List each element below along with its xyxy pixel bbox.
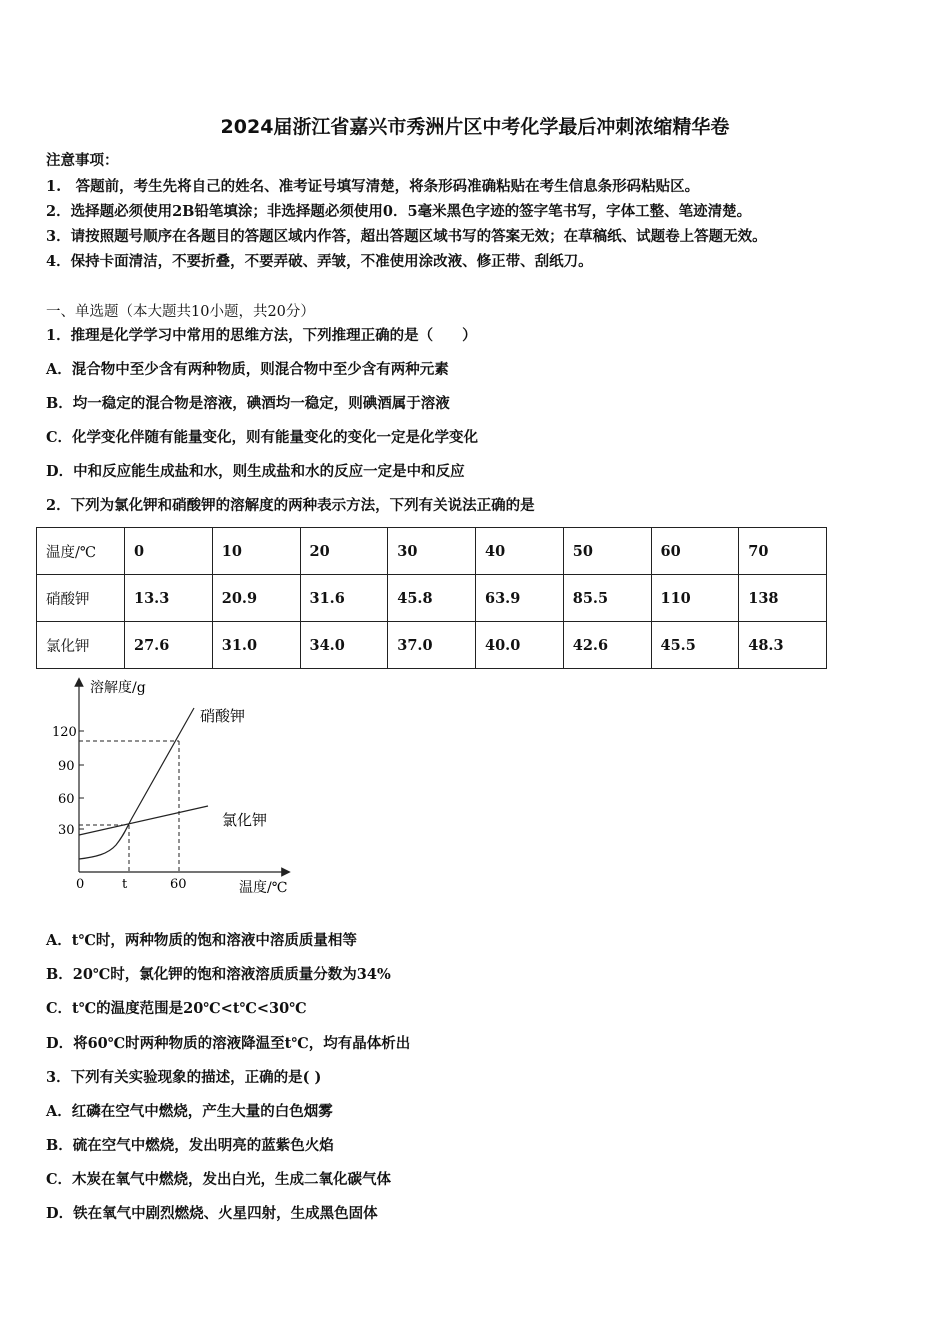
table-cell: 40.0: [476, 622, 564, 669]
table-cell: 31.0: [212, 622, 300, 669]
table-cell: 50: [563, 528, 651, 575]
y-tick-label: 60: [58, 792, 75, 807]
table-row: [37, 528, 827, 575]
table-cell: 10: [212, 528, 300, 575]
table-cell: 31.6: [300, 575, 388, 622]
notice-heading: 注意事项：: [46, 152, 119, 169]
table-cell: 30: [388, 528, 476, 575]
table-cell: 45.5: [651, 622, 739, 669]
table-cell: 70: [739, 528, 827, 575]
notice-item-2: 2．选择题必须使用2B铅笔填涂；非选择题必须使用0．5毫米黑色字迹的签字笔书写，字体工整、笔迹清楚。: [46, 203, 752, 220]
solubility-graph: [36, 672, 306, 902]
table-cell: 27.6: [125, 622, 213, 669]
q3-option-b: B．硫在空气中燃烧，发出明亮的蓝紫色火焰: [46, 1137, 334, 1154]
table-cell: 42.6: [563, 622, 651, 669]
page-title: 2024届浙江省嘉兴市秀洲片区中考化学最后冲刺浓缩精华卷: [220, 116, 730, 138]
table-cell: 110: [651, 575, 739, 622]
y-axis-label: 溶解度/g: [90, 680, 146, 696]
section-heading: 一、单选题（本大题共10小题，共20分）: [46, 304, 315, 320]
q1-option-a: A．混合物中至少含有两种物质，则混合物中至少含有两种元素: [46, 361, 449, 378]
x-tick-label: 60: [170, 877, 187, 892]
table-cell: 45.8: [388, 575, 476, 622]
notice-item-1: 1. 答题前，考生先将自己的姓名、准考证号填写清楚，将条形码准确粘贴在考生信息条形码粘贴区。: [46, 178, 700, 195]
kcl-curve: [79, 806, 208, 835]
table-cell: 48.3: [739, 622, 827, 669]
table-cell: 13.3: [125, 575, 213, 622]
table-cell: 硝酸钾: [37, 575, 125, 622]
table-row: [37, 575, 827, 622]
q3-stem: 3．下列有关实验现象的描述，正确的是( ): [46, 1069, 322, 1086]
q3-option-d: D．铁在氧气中剧烈燃烧、火星四射，生成黑色固体: [46, 1205, 378, 1222]
table-cell: 63.9: [476, 575, 564, 622]
table-cell: 0: [125, 528, 213, 575]
q2-option-d: D．将60℃时两种物质的溶液降温至t℃，均有晶体析出: [46, 1035, 411, 1052]
q2-stem: 2．下列为氯化钾和硝酸钾的溶解度的两种表示方法，下列有关说法正确的是: [46, 497, 535, 514]
table-cell: 34.0: [300, 622, 388, 669]
kno3-label: 硝酸钾: [200, 707, 246, 725]
q1-option-c: C．化学变化伴随有能量变化，则有能量变化的变化一定是化学变化: [46, 429, 479, 446]
x-tick-label: t: [122, 877, 128, 892]
table-cell: 20: [300, 528, 388, 575]
q3-option-c: C．木炭在氧气中燃烧，发出白光，生成二氧化碳气体: [46, 1171, 392, 1188]
y-tick-label: 120: [52, 725, 77, 740]
table-cell: 氯化钾: [37, 622, 125, 669]
y-tick-label: 30: [58, 823, 75, 838]
table-cell: 20.9: [212, 575, 300, 622]
q1-stem: 1．推理是化学学习中常用的思维方法，下列推理正确的是（ ）: [46, 327, 477, 344]
notice-item-4: 4．保持卡面清洁，不要折叠，不要弄破、弄皱，不准使用涂改液、修正带、刮纸刀。: [46, 253, 593, 270]
q1-option-b: B．均一稳定的混合物是溶液，碘酒均一稳定，则碘酒属于溶液: [46, 395, 450, 412]
q1-option-d: D．中和反应能生成盐和水，则生成盐和水的反应一定是中和反应: [46, 463, 465, 480]
table-cell: 温度/℃: [37, 528, 125, 575]
x-tick-label: 0: [76, 877, 85, 892]
table-cell: 37.0: [388, 622, 476, 669]
notice-item-3: 3．请按照题号顺序在各题目的答题区域内作答，超出答题区域书写的答案无效；在草稿纸、试题卷上答题无效。: [46, 228, 767, 245]
q2-option-c: C．t℃的温度范围是20℃<t℃<30℃: [46, 1000, 307, 1017]
x-axis-label: 温度/℃: [239, 880, 288, 896]
table-row: [37, 622, 827, 669]
table-cell: 60: [651, 528, 739, 575]
table-cell: 138: [739, 575, 827, 622]
solubility-table: [36, 527, 827, 669]
table-cell: 85.5: [563, 575, 651, 622]
q3-option-a: A．红磷在空气中燃烧，产生大量的白色烟雾: [46, 1103, 333, 1120]
q2-option-a: A．t℃时，两种物质的饱和溶液中溶质质量相等: [46, 932, 357, 949]
kcl-label: 氯化钾: [222, 811, 268, 829]
table-cell: 40: [476, 528, 564, 575]
y-tick-label: 90: [58, 759, 75, 774]
q2-option-b: B．20℃时，氯化钾的饱和溶液溶质质量分数为34%: [46, 966, 391, 983]
kno3-curve: [79, 708, 194, 859]
